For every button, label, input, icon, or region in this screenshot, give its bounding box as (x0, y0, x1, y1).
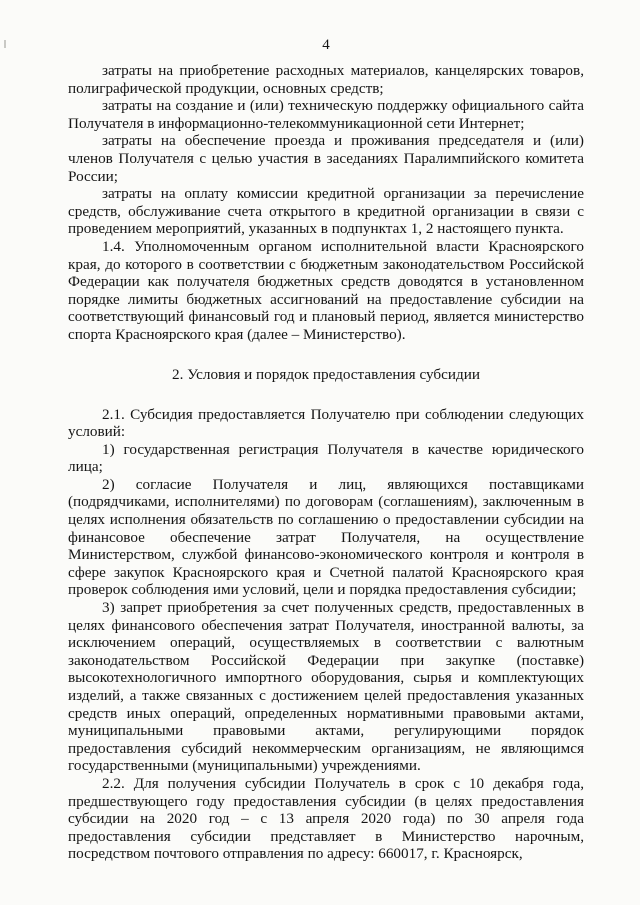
paragraph-condition-3: 3) запрет приобретения за счет полученных средств, предоставленных в целях финансового обеспечения затрат Получателя, иностранной валюты, за исключением операций, осуществляемых в соответствии с валютным законодательством Российской Федерации при закупке (поставке) высокотехнологичного импортного оборудования, сырья и комплектующих изделий, а также связанных с достижением целей предоставления указанных средств иных операций, определенных нормативными правовыми актами, муниципальными правовыми актами, регулирующими порядок предоставления субсидий некоммерческим организациям, не являющимся государственными (муниципальными) учреждениями. (68, 599, 584, 775)
paragraph-expense-website: затраты на создание и (или) техническую поддержку официального сайта Получателя в информационно-телекоммуникационной сети Интернет; (68, 97, 584, 132)
section-2-heading: 2. Условия и порядок предоставления субсидии (172, 365, 480, 383)
paragraph-condition-2: 2) согласие Получателя и лиц, являющихся поставщиками (подрядчиками, исполнителями) по договорам (соглашениям), заключенным в целях исполнения обязательств по соглашению о предоставлении субсидии на финансовое обеспечение затрат Получателя, на осуществление Министерством, службой финансово-экономического контроля и контроля в сфере закупок Красноярского края и Счетной палатой Красноярского края проверок соблюдения ими условий, цели и порядка предоставления субсидии; (68, 475, 584, 599)
page-number: 4 (322, 37, 330, 53)
scan-edge-mark (4, 40, 6, 48)
paragraph-1-4-authorized-body: 1.4. Уполномоченным органом исполнительной власти Красноярского края, до которого в соответствии с бюджетным законодательством Российской Федерации как получателя бюджетных средств доводятся в установленном порядке лимиты бюджетных ассигнований на предоставление субсидии на соответствующий финансовый год и плановый период, является министерство спорта Красноярского края (далее – Министерство). (68, 237, 584, 343)
paragraph-expense-bank-fees: затраты на оплату комиссии кредитной организации за перечисление средств, обслуживание счета открытого в кредитной организации в связи с проведением мероприятий, указанных в подпунктах 1, 2 настоящего пункта. (68, 185, 584, 238)
paragraph-2-1-conditions: 2.1. Субсидия предоставляется Получателю при соблюдении следующих условий: (68, 405, 584, 441)
paragraph-expense-travel: затраты на обеспечение проезда и проживания председателя и (или) членов Получателя с целью участия в заседаниях Паралимпийского комитета России; (68, 132, 584, 185)
paragraph-2-2-application: 2.2. Для получения субсидии Получатель в срок с 10 декабря года, предшествующего году предоставления субсидии (в целях предоставления субсидии на 2020 год – с 13 апреля 2020 года) по 30 апреля года предоставления субсидии представляет в Министерство нарочным, посредством почтового отправления по адресу: 660017, г. Красноярск, (68, 774, 584, 863)
paragraph-condition-1: 1) государственная регистрация Получателя в качестве юридического лица; (68, 440, 584, 476)
paragraph-expense-materials: затраты на приобретение расходных материалов, канцелярских товаров, полиграфической продукции, основных средств; (68, 62, 584, 97)
